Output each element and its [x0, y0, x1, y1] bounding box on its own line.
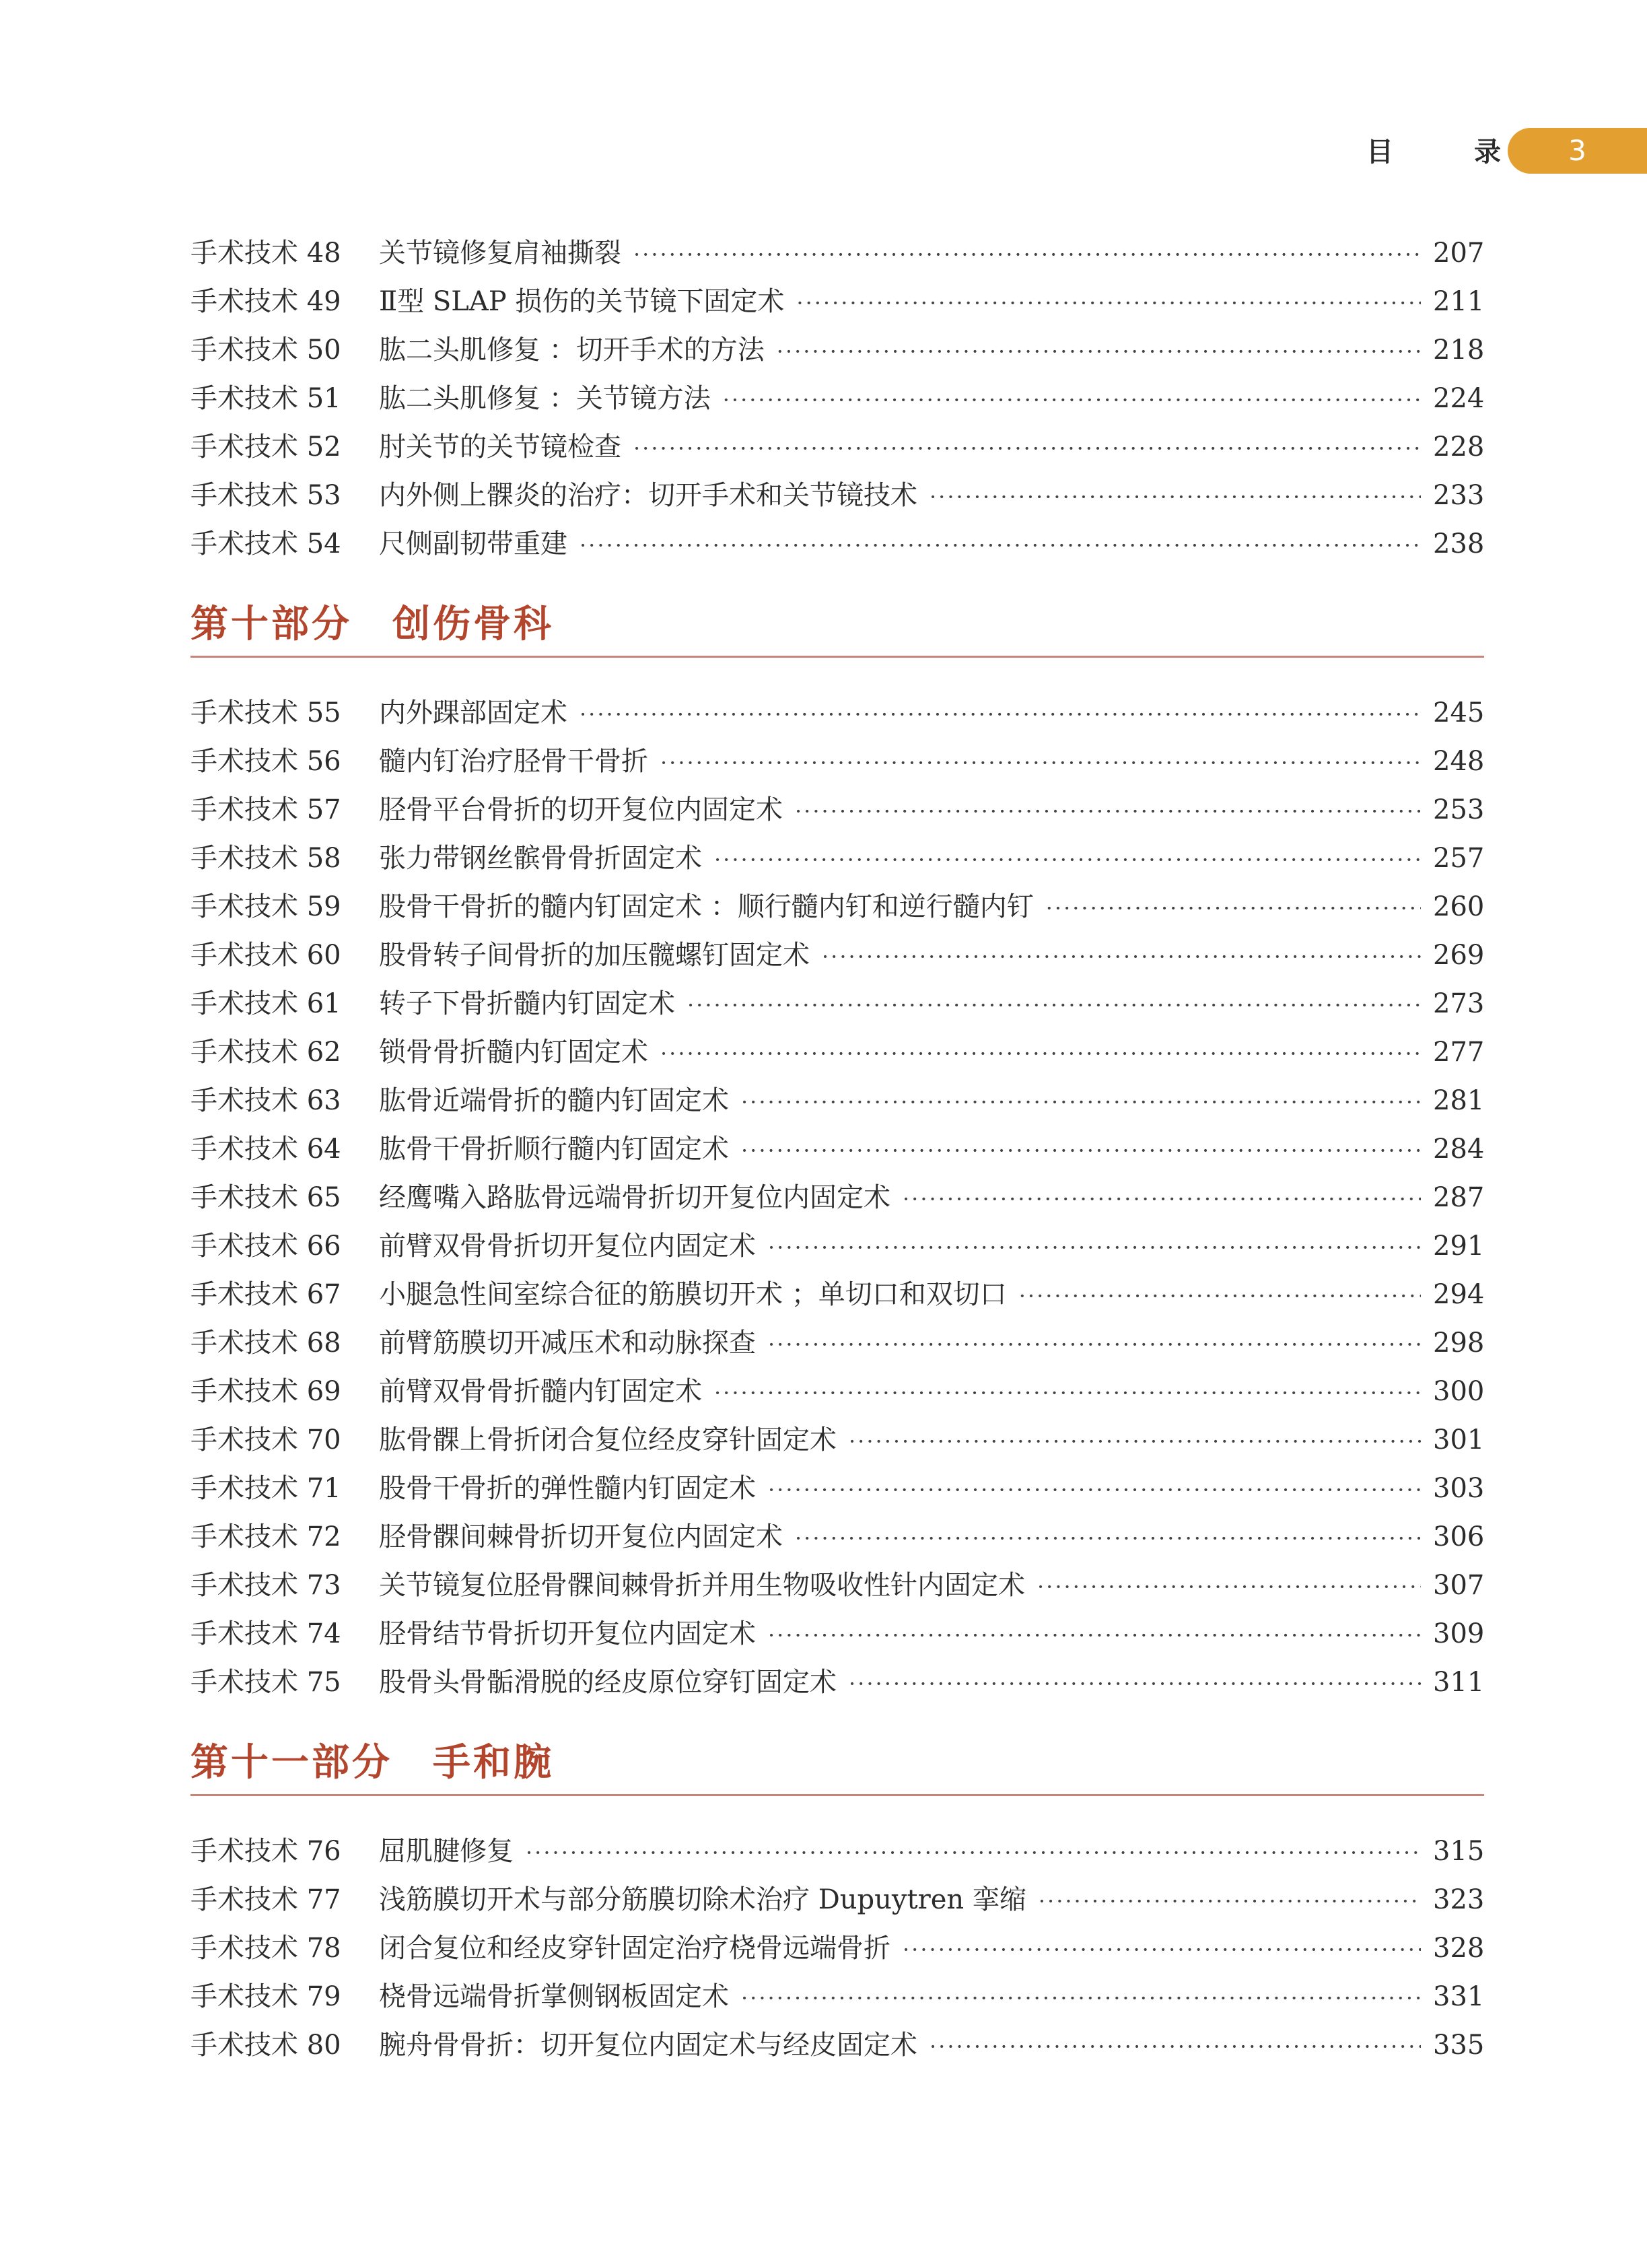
entry-page-number: 207 [1433, 238, 1485, 269]
entry-title: 股骨转子间骨折的加压髋螺钉固定术 [379, 940, 810, 971]
dot-leader [930, 2022, 1421, 2071]
entry-page-number: 311 [1433, 1667, 1485, 1698]
entry-label: 手术技术 60 [190, 940, 341, 971]
entry-title: 桡骨远端骨折掌侧钢板固定术 [379, 1981, 729, 2012]
entry-title: 肱骨髁上骨折闭合复位经皮穿针固定术 [379, 1424, 837, 1455]
toc-entry[interactable] [190, 1076, 1484, 1125]
section-number: 第十部分 [190, 602, 352, 646]
toc-entry[interactable] [190, 1610, 1484, 1658]
toc-entry[interactable] [190, 1561, 1484, 1610]
entry-label: 手术技术 80 [190, 2030, 341, 2061]
toc-entry[interactable] [190, 1319, 1484, 1367]
entry-title: 股骨干骨折的髓内钉固定术 ：顺行髓内钉和逆行髓内钉 [379, 891, 1034, 922]
page-number-tab [1508, 128, 1647, 174]
entry-title: 关节镜修复肩袖撕裂 [379, 238, 621, 269]
entry-label: 手术技术 69 [190, 1376, 341, 1407]
toc-entry[interactable] [190, 471, 1484, 520]
entry-title: 转子下骨折髓内钉固定术 [379, 988, 675, 1019]
entry-title: 胫骨结节骨折切开复位内固定术 [379, 1618, 756, 1649]
toc-entry[interactable] [190, 374, 1484, 423]
toc-entry[interactable] [190, 883, 1484, 931]
section-title: 创伤骨科 [392, 602, 554, 646]
entry-label: 手术技术 79 [190, 1981, 341, 2012]
dot-leader [903, 1925, 1421, 1974]
entry-title: 肱骨近端骨折的髓内钉固定术 [379, 1085, 729, 1116]
toc-entry[interactable] [190, 1125, 1484, 1173]
entry-page-number: 277 [1433, 1037, 1485, 1068]
dot-leader [580, 690, 1421, 738]
dot-leader [580, 521, 1421, 570]
toc-entry[interactable] [190, 1924, 1484, 1972]
entry-title: 股骨干骨折的弹性髓内钉固定术 [379, 1473, 756, 1504]
entry-title: 张力带钢丝髌骨骨折固定术 [379, 843, 702, 874]
toc-entry[interactable] [190, 1972, 1484, 2021]
entry-page-number: 269 [1433, 940, 1485, 971]
dot-leader [660, 1029, 1421, 1078]
entry-label: 手术技术 65 [190, 1182, 341, 1213]
entry-label: 手术技术 75 [190, 1667, 341, 1698]
toc-entry[interactable] [190, 1222, 1484, 1270]
entry-page-number: 248 [1433, 746, 1485, 777]
entry-title: 前臂筋膜切开减压术和动脉探查 [379, 1328, 756, 1359]
toc-entry[interactable] [190, 1416, 1484, 1464]
entry-page-number: 218 [1433, 335, 1485, 366]
entry-page-number: 294 [1433, 1279, 1485, 1310]
toc-entry[interactable] [190, 1658, 1484, 1707]
entry-label: 手术技术 53 [190, 480, 341, 511]
entry-label: 手术技术 66 [190, 1231, 341, 1262]
entry-label: 手术技术 73 [190, 1570, 341, 1601]
toc-entry[interactable] [190, 1513, 1484, 1561]
entry-title: 肱二头肌修复 ：关节镜方法 [379, 383, 711, 414]
section-heading [190, 602, 1484, 658]
entry-page-number: 211 [1433, 286, 1485, 317]
entry-label: 手术技术 54 [190, 528, 341, 559]
dot-leader [903, 1175, 1421, 1223]
dot-leader [660, 738, 1421, 787]
entry-page-number: 253 [1433, 794, 1485, 825]
dot-leader [633, 230, 1421, 279]
dot-leader [768, 1611, 1421, 1659]
running-header [1366, 129, 1501, 175]
entry-title: 髓内钉治疗胫骨干骨折 [379, 746, 648, 777]
entry-title: 浅筋膜切开术与部分筋膜切除术治疗 Dupuytren 挛缩 [379, 1884, 1026, 1915]
dot-leader [849, 1417, 1421, 1466]
entry-label: 手术技术 72 [190, 1521, 341, 1552]
entry-page-number: 245 [1433, 697, 1485, 728]
entry-title: 尺侧副韧带重建 [379, 528, 567, 559]
dot-leader [723, 376, 1421, 424]
entry-title: 腕舟骨骨折：切开复位内固定术与经皮固定术 [379, 2030, 917, 2061]
dot-leader [822, 932, 1421, 981]
dot-leader [777, 327, 1421, 376]
dot-leader [741, 1078, 1421, 1126]
entry-label: 手术技术 52 [190, 432, 341, 462]
entry-title: 肱二头肌修复 ：切开手术的方法 [379, 335, 765, 366]
entry-label: 手术技术 70 [190, 1424, 341, 1455]
entry-label: 手术技术 71 [190, 1473, 341, 1504]
entry-page-number: 298 [1433, 1328, 1485, 1359]
entry-page-number: 224 [1433, 383, 1485, 414]
dot-leader [849, 1659, 1421, 1708]
entry-label: 手术技术 77 [190, 1884, 341, 1915]
entry-page-number: 309 [1433, 1618, 1485, 1649]
dot-leader [526, 1828, 1421, 1877]
entry-label: 手术技术 48 [190, 238, 341, 269]
entry-title: 锁骨骨折髓内钉固定术 [379, 1037, 648, 1068]
entry-label: 手术技术 50 [190, 335, 341, 366]
dot-leader [741, 1974, 1421, 2022]
entry-page-number: 306 [1433, 1521, 1485, 1552]
section-title: 手和腕 [433, 1740, 554, 1785]
entry-title: 胫骨髁间棘骨折切开复位内固定术 [379, 1521, 783, 1552]
dot-leader [714, 835, 1421, 884]
entry-page-number: 301 [1433, 1424, 1485, 1455]
entry-label: 手术技术 64 [190, 1134, 341, 1165]
dot-leader [714, 1369, 1421, 1417]
entry-label: 手术技术 59 [190, 891, 341, 922]
toc-entry[interactable] [190, 1173, 1484, 1222]
entry-page-number: 303 [1433, 1473, 1485, 1504]
dot-leader [930, 473, 1421, 521]
toc-entry[interactable] [190, 520, 1484, 568]
entry-title: 前臂双骨骨折切开复位内固定术 [379, 1231, 756, 1262]
toc-entry[interactable] [190, 277, 1484, 326]
entry-label: 手术技术 76 [190, 1836, 341, 1867]
entry-page-number: 233 [1433, 480, 1485, 511]
entry-page-number: 260 [1433, 891, 1485, 922]
entry-label: 手术技术 63 [190, 1085, 341, 1116]
entry-title: 内外踝部固定术 [379, 697, 567, 728]
toc-entry[interactable] [190, 423, 1484, 471]
dot-leader [741, 1126, 1421, 1175]
entry-page-number: 323 [1433, 1884, 1485, 1915]
entry-page-number: 315 [1433, 1836, 1485, 1867]
dot-leader [768, 1466, 1421, 1514]
section-heading [190, 1740, 1484, 1796]
entry-label: 手术技术 51 [190, 383, 341, 414]
entry-page-number: 287 [1433, 1182, 1485, 1213]
table-of-contents [190, 229, 1484, 2069]
entry-label: 手术技术 58 [190, 843, 341, 874]
entry-label: 手术技术 67 [190, 1279, 341, 1310]
entry-title: 肱骨干骨折顺行髓内钉固定术 [379, 1134, 729, 1165]
toc-entry[interactable] [190, 2021, 1484, 2069]
toc-entry[interactable] [190, 980, 1484, 1028]
entry-title: 经鹰嘴入路肱骨远端骨折切开复位内固定术 [379, 1182, 890, 1213]
entry-page-number: 331 [1433, 1981, 1485, 2012]
entry-title: 胫骨平台骨折的切开复位内固定术 [379, 794, 783, 825]
entry-label: 手术技术 62 [190, 1037, 341, 1068]
page-number: 3 [1568, 134, 1586, 167]
entry-page-number: 238 [1433, 528, 1485, 559]
entry-title: 股骨头骨骺滑脱的经皮原位穿钉固定术 [379, 1667, 837, 1698]
toc-entry[interactable] [190, 834, 1484, 883]
entry-page-number: 257 [1433, 843, 1485, 874]
dot-leader [633, 424, 1421, 473]
entry-title: 屈肌腱修复 [379, 1836, 514, 1867]
entry-title: 闭合复位和经皮穿针固定治疗桡骨远端骨折 [379, 1933, 890, 1964]
dot-leader [768, 1320, 1421, 1369]
toc-entry[interactable] [190, 1876, 1484, 1924]
entry-title: 内外侧上髁炎的治疗：切开手术和关节镜技术 [379, 480, 917, 511]
dot-leader [795, 787, 1421, 835]
toc-entry[interactable] [190, 737, 1484, 786]
toc-entry[interactable] [190, 689, 1484, 737]
entry-page-number: 281 [1433, 1085, 1485, 1116]
dot-leader [1037, 1562, 1421, 1611]
dot-leader [1019, 1272, 1421, 1320]
entry-page-number: 273 [1433, 988, 1485, 1019]
toc-entry[interactable] [190, 786, 1484, 834]
entry-label: 手术技术 49 [190, 286, 341, 317]
entry-title: 小腿急性间室综合征的筋膜切开术 ；单切口和双切口 [379, 1279, 1007, 1310]
entry-label: 手术技术 68 [190, 1328, 341, 1359]
toc-entry[interactable] [190, 229, 1484, 277]
entry-page-number: 284 [1433, 1134, 1485, 1165]
toc-entry[interactable] [190, 326, 1484, 374]
entry-title: Ⅱ型 SLAP 损伤的关节镜下固定术 [379, 286, 785, 317]
entry-label: 手术技术 78 [190, 1933, 341, 1964]
header-char-2: 录 [1474, 137, 1501, 168]
entry-title: 肘关节的关节镜检查 [379, 432, 621, 462]
entry-page-number: 228 [1433, 432, 1485, 462]
entry-page-number: 307 [1433, 1570, 1485, 1601]
toc-entry[interactable] [190, 1464, 1484, 1513]
toc-entry[interactable] [190, 931, 1484, 980]
toc-entry[interactable] [190, 1028, 1484, 1076]
dot-leader [795, 1514, 1421, 1562]
section-number: 第十一部分 [190, 1740, 392, 1785]
dot-leader [687, 981, 1421, 1029]
header-char-1: 目 [1366, 137, 1393, 168]
toc-entry[interactable] [190, 1827, 1484, 1876]
entry-page-number: 291 [1433, 1231, 1485, 1262]
dot-leader [796, 279, 1421, 327]
toc-entry[interactable] [190, 1270, 1484, 1319]
entry-page-number: 328 [1433, 1933, 1485, 1964]
toc-entry[interactable] [190, 1367, 1484, 1416]
entry-title: 前臂双骨骨折髓内钉固定术 [379, 1376, 702, 1407]
entry-page-number: 335 [1433, 2030, 1485, 2061]
entry-title: 关节镜复位胫骨髁间棘骨折并用生物吸收性针内固定术 [379, 1570, 1025, 1601]
entry-label: 手术技术 57 [190, 794, 341, 825]
entry-label: 手术技术 56 [190, 746, 341, 777]
entry-page-number: 300 [1433, 1376, 1485, 1407]
dot-leader [1046, 884, 1421, 932]
entry-label: 手术技术 74 [190, 1618, 341, 1649]
dot-leader [1039, 1877, 1421, 1925]
entry-label: 手术技术 55 [190, 697, 341, 728]
dot-leader [768, 1223, 1421, 1272]
entry-label: 手术技术 61 [190, 988, 341, 1019]
